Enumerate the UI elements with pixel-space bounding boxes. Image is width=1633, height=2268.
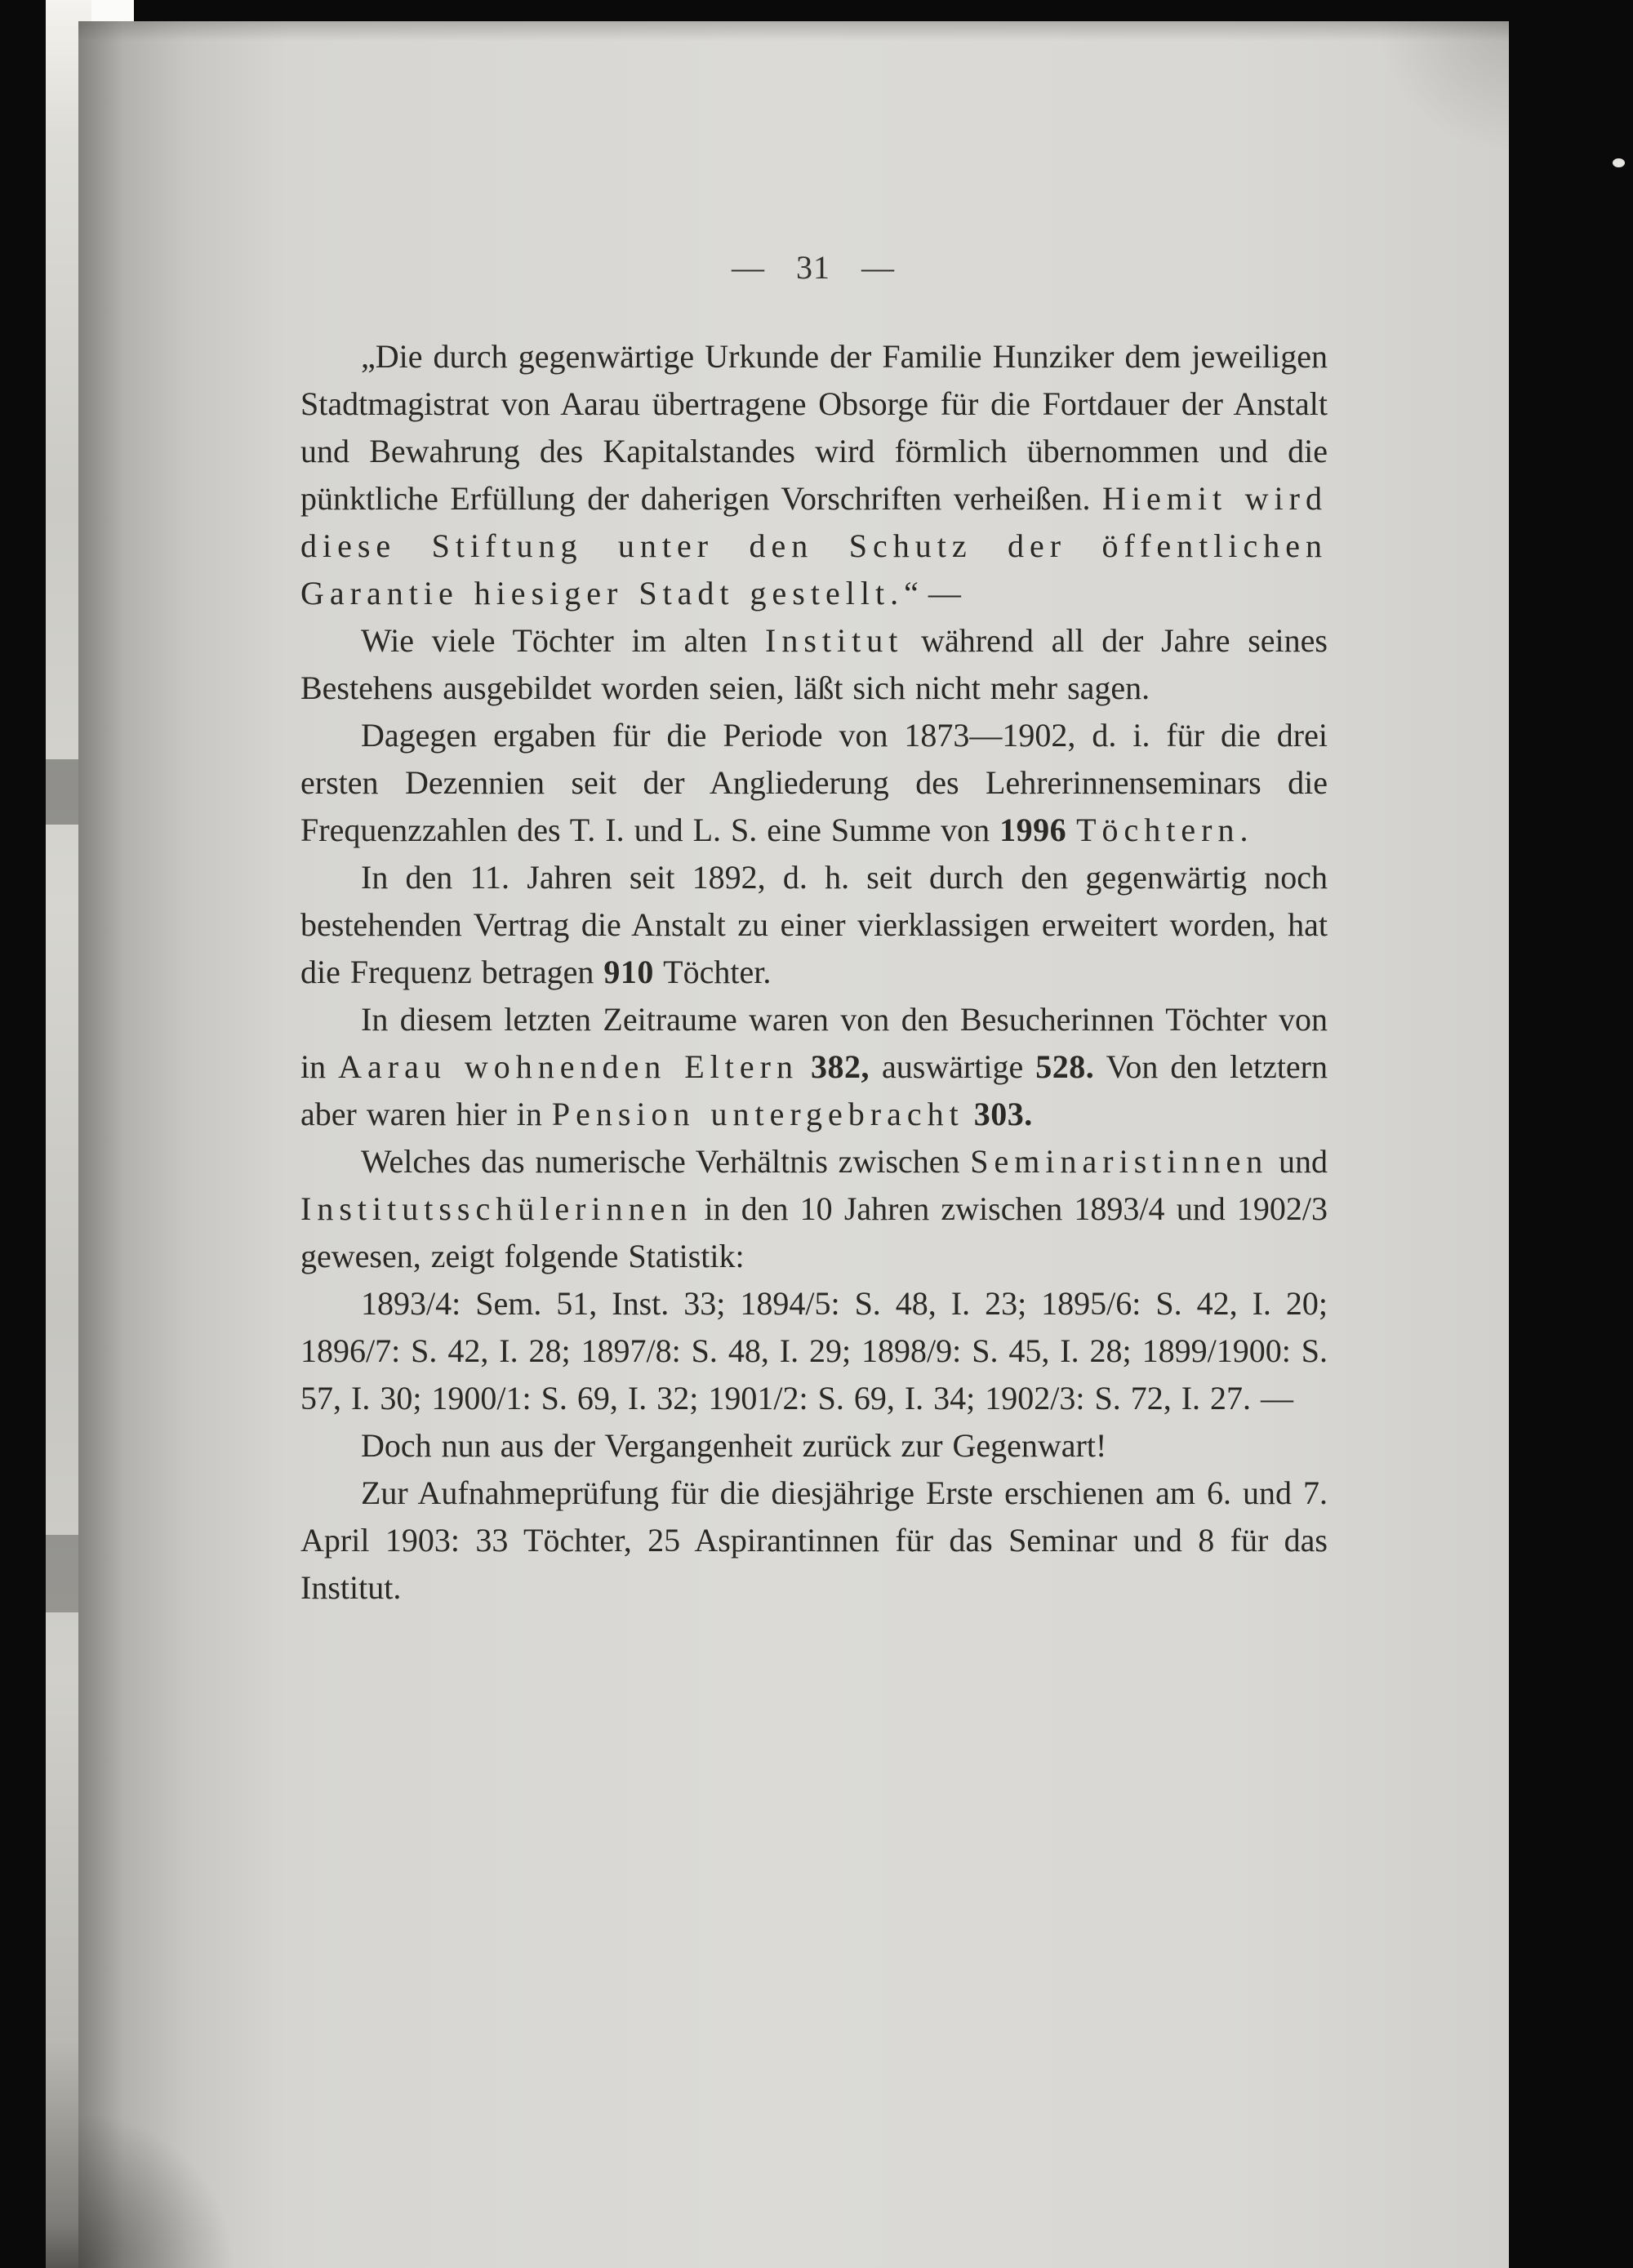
text-segment: In diesem letzten Zeitraume waren von den Besucherinnen Töchter von in xyxy=(300,1001,1328,1085)
scan-artifact xyxy=(1613,158,1625,167)
paragraph xyxy=(300,1280,1328,1422)
emphasized-spaced-text: Aarau wohnenden Eltern xyxy=(338,1048,799,1085)
text-segment: auswärtige xyxy=(870,1048,1036,1085)
text-segment: “ — xyxy=(904,575,961,611)
paragraph xyxy=(300,712,1328,854)
text-segment xyxy=(1066,812,1076,848)
book-page xyxy=(78,21,1509,2268)
paragraph xyxy=(300,333,1328,617)
text-segment: Zur Aufnahmeprüfung für die diesjährige Erste erschienen am 6. und 7. April 1903: 33 Töchter, 25 Aspirantinnen für das Seminar und 8 für das Institut. xyxy=(300,1474,1328,1606)
emphasized-spaced-text: Pension untergebracht xyxy=(551,1096,964,1132)
text-segment: In den 11. Jahren seit 1892, d. h. seit durch den gegenwärtig noch bestehenden Vertrag die Anstalt zu einer vierklassigen erweitert worden, hat die Frequenz betragen xyxy=(300,859,1328,990)
text-segment: 1893/4: Sem. 51, Inst. 33; 1894/5: S. 48, I. 23; 1895/6: S. 42, I. 20; 1896/7: S. 42, I. 28; 1897/8: S. 48, I. 29; 1898/9: S. 45, I. 28; 1899/1900: S. 57, I. 30; 1900/1: S. 69, I. 32; 1901/2: S. 69, I. 34; 1902/3: S. 72, I. 27. — xyxy=(300,1285,1328,1416)
paragraph xyxy=(300,854,1328,996)
page-number-header xyxy=(300,248,1326,287)
page-number-dash-left: — xyxy=(732,249,765,286)
text-segment xyxy=(799,1048,811,1085)
emphasized-spaced-text: Seminaristinnen xyxy=(970,1143,1269,1180)
text-segment: in den 10 Jahren zwischen 1893/4 und 1902/3 gewesen, zeigt folgende Statistik: xyxy=(300,1190,1328,1274)
emphasized-spaced-text: Institutsschülerinnen xyxy=(300,1190,693,1227)
text-segment: Welches das numerische Verhältnis zwischen xyxy=(361,1143,971,1180)
paragraph xyxy=(300,1422,1328,1470)
text-segment: Von den letztern aber waren hier in xyxy=(300,1048,1328,1132)
paragraph xyxy=(300,1470,1328,1612)
bold-figure: 1996 xyxy=(999,812,1067,848)
page-number-dash-right: — xyxy=(861,249,895,286)
emphasized-spaced-text: Töchtern. xyxy=(1076,812,1254,848)
text-segment xyxy=(964,1096,974,1132)
bold-figure: 303. xyxy=(973,1096,1033,1132)
paragraph xyxy=(300,617,1328,712)
text-segment: Dagegen ergaben für die Periode von 1873—1902, d. i. für die drei ersten Dezennien seit der Angliederung des Lehrerinnenseminars die Frequenzzahlen des T. I. und L. S. eine Summe von xyxy=(300,717,1328,848)
text-segment: „Die durch gegenwärtige Urkunde der Familie Hunziker dem jeweiligen Stadtmagistrat von Aarau übertragene Obsorge für die Fortdauer der Anstalt und Bewahrung des Kapitalstandes wird förmlich übernommen und die pünktliche Erfüllung der daherigen Vorschriften verheißen. xyxy=(300,338,1328,517)
bold-figure: 910 xyxy=(603,954,654,990)
paragraph xyxy=(300,996,1328,1138)
bold-figure: 528. xyxy=(1035,1048,1095,1085)
page-text xyxy=(300,333,1328,1612)
text-segment: Wie viele Töchter im alten xyxy=(361,622,766,659)
page-number-value: 31 xyxy=(796,249,830,286)
text-segment: während all der Jahre seines Bestehens ausgebildet worden seien, läßt sich nicht mehr sagen. xyxy=(300,622,1328,706)
text-segment: und xyxy=(1268,1143,1328,1180)
bold-figure: 382, xyxy=(811,1048,870,1085)
emphasized-spaced-text: Institut xyxy=(765,622,904,659)
text-segment: Töchter. xyxy=(653,954,772,990)
text-segment: Doch nun aus der Vergangenheit zurück zur Gegenwart! xyxy=(361,1427,1107,1464)
paragraph xyxy=(300,1138,1328,1280)
emphasized-spaced-text: Hiemit wird diese Stiftung unter den Schutz der öffentlichen Garantie hiesiger Stadt gestellt. xyxy=(300,480,1328,611)
